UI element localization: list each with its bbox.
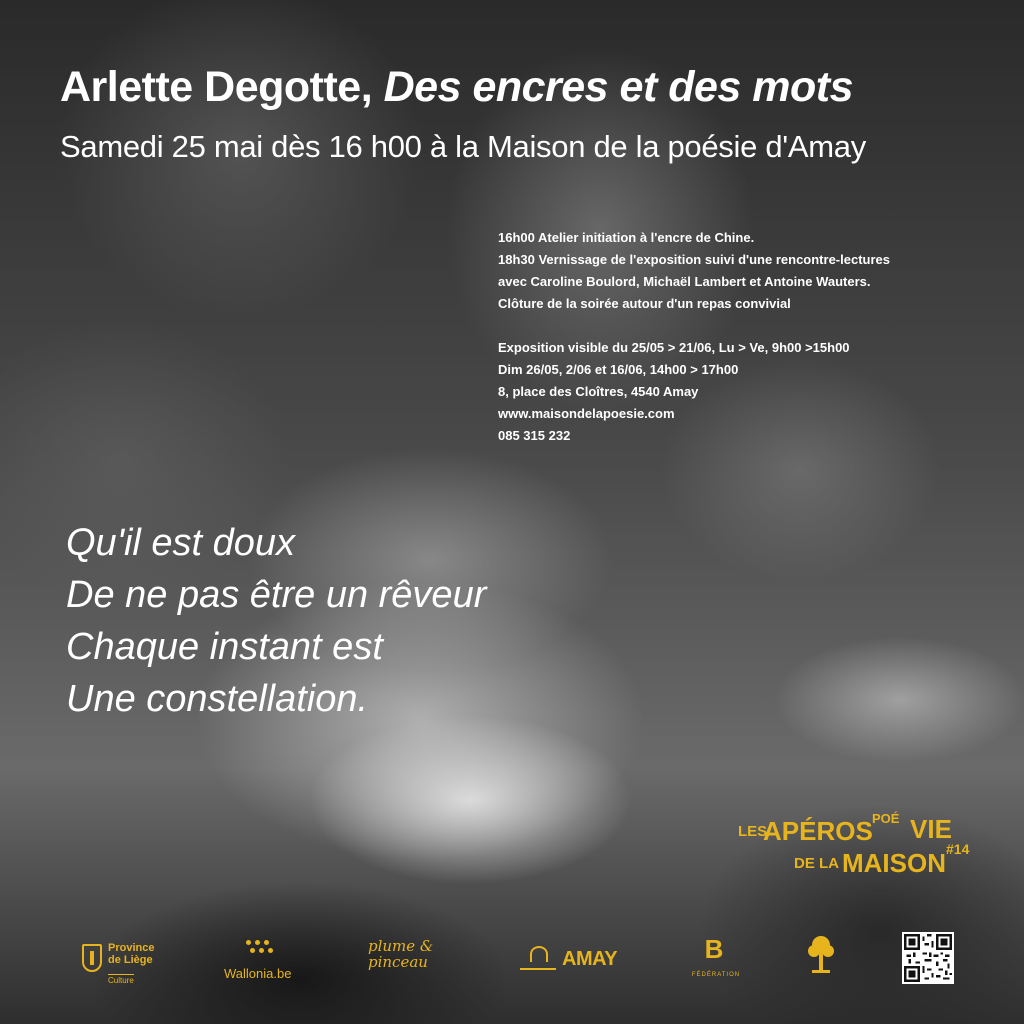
province-emblem-icon: [82, 944, 102, 972]
fwb-mark-icon: B: [704, 934, 724, 964]
series-poe: POÉ: [872, 811, 900, 826]
province-sub: Culture: [108, 976, 134, 985]
federation-wallonie-bruxelles-logo: [688, 934, 744, 988]
amay-mark-icon: [520, 946, 556, 970]
event-date-venue: Samedi 25 mai dès 16 h00 à la Maison de la poésie d'Amay: [60, 129, 866, 164]
series-number: #14: [946, 841, 970, 857]
program-line: Clôture de la soirée autour d'un repas convivial: [498, 296, 791, 311]
amay-logo: [520, 942, 624, 982]
tree-icon: [806, 934, 836, 976]
website-link[interactable]: www.maisondelapoesie.com: [498, 406, 675, 421]
program-line: avec Caroline Boulord, Michaël Lambert et Antoine Wauters.: [498, 274, 871, 289]
province-liege-logo: [82, 940, 162, 984]
qr-code-icon[interactable]: [902, 932, 954, 984]
wallonia-label: Wallonia.be: [224, 966, 292, 981]
series-maison: MAISON: [842, 848, 946, 878]
sponsor-logos: [0, 928, 1024, 998]
fwb-label: FÉDÉRATION: [691, 972, 741, 978]
info-spacer: [498, 315, 978, 337]
event-info: [498, 227, 978, 447]
series-les: LES: [738, 823, 768, 840]
plume-pinceau-logo: plume & pinceau: [368, 937, 434, 971]
phone-number: 085 315 232: [498, 428, 571, 443]
province-name: Province de Liège: [108, 942, 155, 966]
poem-line: Chaque instant est: [66, 626, 383, 668]
program-line: 18h30 Vernissage de l'exposition suivi d'une rencontre-lectures: [498, 252, 890, 267]
series-logo: [738, 811, 990, 882]
program-line: 16h00 Atelier initiation à l'encre de Chine.: [498, 230, 755, 245]
sunday-hours: Dim 26/05, 2/06 et 16/06, 14h00 > 17h00: [498, 362, 739, 377]
poem-line: Une constellation.: [66, 678, 369, 720]
series-vie: VIE: [910, 814, 952, 844]
poem-line: Qu'il est doux: [66, 522, 296, 564]
poem-line: De ne pas être un rêveur: [66, 574, 487, 616]
exhibition-dates: Exposition visible du 25/05 > 21/06, Lu > Ve, 9h00 >15h00: [498, 340, 850, 355]
venue-address: 8, place des Cloîtres, 4540 Amay: [498, 384, 699, 399]
wallonia-dots-icon: [246, 940, 276, 958]
series-dela: DE LA: [794, 855, 839, 872]
poem: [66, 517, 486, 725]
exhibition-title: Des encres et des mots: [383, 63, 853, 111]
series-aperos: APÉROS: [763, 816, 873, 846]
amay-label: AMAY: [562, 948, 618, 970]
poster-title: [60, 64, 853, 111]
artist-name: Arlette Degotte,: [60, 63, 373, 111]
wallonia-logo: [224, 940, 304, 984]
